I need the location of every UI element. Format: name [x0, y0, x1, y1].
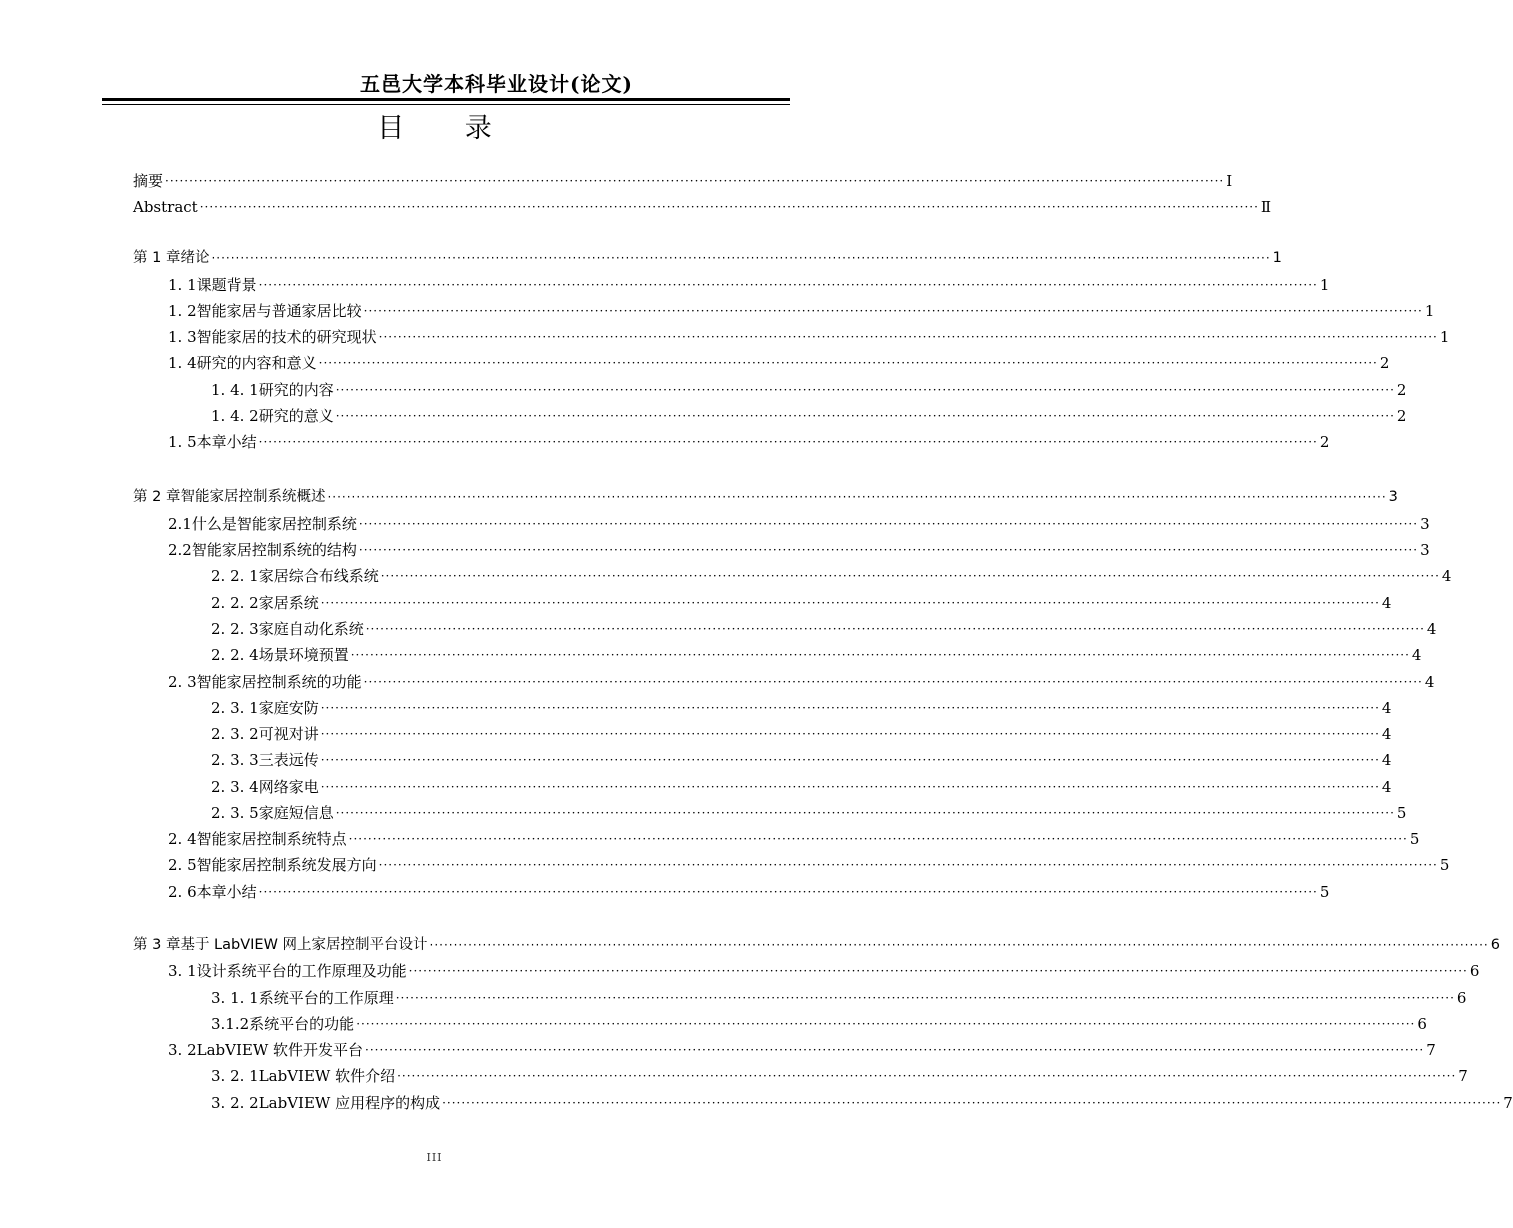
- toc-entry-title: 场景环境预置: [258, 646, 349, 664]
- toc-entry-page: 6: [1417, 1015, 1427, 1033]
- toc-dot-leader: ····························································································································································································································: [320, 780, 1380, 794]
- toc-entry-title: 智能家居控制系统特点: [196, 830, 347, 848]
- toc-entry[interactable]: [168, 429, 1330, 451]
- toc-entry-number: 3. 2. 2: [211, 1094, 259, 1112]
- toc-entry[interactable]: [168, 958, 1480, 980]
- toc-entry-number: 3.1.2: [211, 1015, 250, 1033]
- toc-entry[interactable]: [168, 879, 1330, 901]
- toc-entry[interactable]: [211, 403, 1407, 425]
- toc-entry-page: 5: [1396, 804, 1407, 822]
- toc-entry-title: 研究的意义: [258, 407, 334, 425]
- toc-dot-leader: ····························································································································································································································: [397, 1069, 1457, 1083]
- toc-dot-leader: ····························································································································································································································: [318, 356, 1378, 370]
- toc-dot-leader: ····························································································································································································································: [320, 701, 1380, 715]
- toc-entry[interactable]: [133, 484, 1398, 506]
- toc-entry[interactable]: [133, 168, 1233, 190]
- toc-entry-number: 1. 5: [168, 433, 197, 451]
- toc-dot-leader: ····························································································································································································································: [258, 885, 1318, 899]
- toc-entry[interactable]: [168, 669, 1435, 691]
- toc-entry-title: 本章小结: [196, 433, 257, 451]
- toc-dot-leader: ····························································································································································································································: [378, 858, 1438, 872]
- toc-dot-leader: ····························································································································································································································: [199, 200, 1259, 214]
- toc-dot-leader: ····························································································································································································································: [320, 727, 1380, 741]
- toc-dot-leader: ····························································································································································································································: [365, 622, 1425, 636]
- toc-dot-leader: ····························································································································································································································: [335, 383, 1395, 397]
- toc-entry[interactable]: [211, 377, 1407, 399]
- toc-dot-leader: ····························································································································································································································: [378, 330, 1438, 344]
- toc-entry-page: 1: [1439, 328, 1450, 346]
- toc-heading: 目 录: [377, 113, 518, 144]
- toc-dot-leader: ····························································································································································································································: [358, 543, 1419, 557]
- toc-entry-number: 3. 1. 1: [211, 989, 259, 1007]
- toc-entry-title: 网络家电: [258, 778, 319, 796]
- toc-entry[interactable]: [168, 350, 1390, 372]
- toc-entry-title: 智能家居控制系统发展方向: [196, 856, 377, 874]
- toc-dot-leader: ····························································································································································································································: [335, 409, 1395, 423]
- toc-entry-title: 绪论: [180, 250, 210, 266]
- toc-entry-page: 2: [1379, 354, 1390, 372]
- toc-entry[interactable]: [211, 985, 1467, 1007]
- toc-entry-page: 4: [1424, 673, 1435, 691]
- toc-entry[interactable]: [211, 1063, 1468, 1085]
- toc-entry-page: 5: [1409, 830, 1420, 848]
- toc-entry-number: 2. 3. 3: [211, 751, 259, 769]
- toc-entry[interactable]: [133, 245, 1282, 267]
- toc-dot-leader: ····························································································································································································································: [348, 832, 1408, 846]
- toc-entry-number: 1. 1: [168, 276, 197, 294]
- toc-entry[interactable]: [211, 721, 1392, 743]
- toc-entry[interactable]: [211, 616, 1437, 638]
- toc-entry-title: 家居系统: [258, 594, 319, 612]
- toc-entry-number: 2. 2. 4: [211, 646, 259, 664]
- toc-entry-page: 6: [1469, 962, 1480, 980]
- toc-entry-page: 2: [1396, 381, 1407, 399]
- toc-entry-title: LabVIEW 应用程序的构成: [258, 1094, 441, 1112]
- toc-entry-page: 4: [1381, 699, 1392, 717]
- toc-entry-number: 3. 2: [168, 1041, 197, 1059]
- toc-entry-page: Ⅰ: [1226, 172, 1233, 190]
- toc-entry-number: 2. 3. 2: [211, 725, 259, 743]
- toc-entry-page: 3: [1420, 515, 1430, 533]
- toc-entry-title: 研究的内容和意义: [196, 354, 317, 372]
- document-header-title: 五邑大学本科毕业设计(论文): [360, 72, 633, 96]
- toc-entry-page: 4: [1441, 567, 1452, 585]
- toc-entry-number: 3. 2. 1: [211, 1067, 259, 1085]
- toc-entry[interactable]: [168, 826, 1420, 848]
- toc-entry-number: 1. 4. 2: [211, 407, 259, 425]
- toc-entry-title: 家居综合布线系统: [258, 567, 379, 585]
- toc-entry-page: 7: [1458, 1067, 1468, 1085]
- toc-entry-title: 家庭安防: [258, 699, 319, 717]
- toc-entry[interactable]: [133, 194, 1272, 216]
- toc-dot-leader: ····························································································································································································································: [356, 1017, 1416, 1031]
- toc-entry-title: 基于 LabVIEW 网上家居控制平台设计: [180, 937, 428, 953]
- toc-entry-number: 2.1: [168, 515, 192, 533]
- toc-entry-title: 三表远传: [258, 751, 319, 769]
- toc-dot-leader: ····························································································································································································································: [320, 753, 1380, 767]
- toc-dot-leader: ····························································································································································································································: [363, 304, 1423, 318]
- toc-dot-leader: ····························································································································································································································: [408, 964, 1468, 978]
- toc-entry[interactable]: [168, 1037, 1436, 1059]
- toc-dot-leader: ····························································································································································································································: [358, 517, 1419, 531]
- toc-dot-leader: ····························································································································································································································: [258, 435, 1318, 449]
- toc-entry-number: 第 3 章: [133, 937, 181, 953]
- toc-entry-title: 智能家居控制系统的功能: [196, 673, 362, 691]
- toc-entry-page: 5: [1439, 856, 1450, 874]
- toc-dot-leader: ····························································································································································································································: [350, 648, 1410, 662]
- toc-entry-page: 4: [1426, 620, 1437, 638]
- toc-dot-leader: ····························································································································································································································: [380, 569, 1440, 583]
- toc-entry[interactable]: [211, 774, 1392, 796]
- toc-entry[interactable]: [211, 1090, 1513, 1112]
- toc-entry-page: 2: [1319, 433, 1330, 451]
- toc-entry-page: 4: [1381, 725, 1392, 743]
- toc-entry-page: 1: [1319, 276, 1330, 294]
- toc-entry[interactable]: [133, 932, 1500, 954]
- toc-entry-number: 1. 4: [168, 354, 197, 372]
- toc-entry-number: 2. 3. 5: [211, 804, 259, 822]
- toc-entry-number: 2. 4: [168, 830, 197, 848]
- toc-entry[interactable]: [168, 852, 1450, 874]
- toc-entry-title: 系统平台的功能: [249, 1015, 355, 1033]
- toc-entry[interactable]: [211, 695, 1392, 717]
- toc-dot-leader: ····························································································································································································································: [429, 938, 1489, 952]
- toc-entry-number: 3. 1: [168, 962, 197, 980]
- toc-dot-leader: ····························································································································································································································: [395, 991, 1455, 1005]
- toc-entry-page: 5: [1319, 883, 1330, 901]
- toc-entry-number: 2. 2. 1: [211, 567, 259, 585]
- toc-entry[interactable]: [168, 324, 1450, 346]
- toc-entry-title: 摘要: [133, 172, 164, 190]
- toc-entry-page: 4: [1411, 646, 1422, 664]
- toc-entry[interactable]: [211, 747, 1392, 769]
- toc-entry-title: 智能家居与普通家居比较: [196, 302, 362, 320]
- toc-entry-number: 2. 3: [168, 673, 197, 691]
- toc-dot-leader: ····························································································································································································································: [165, 174, 1225, 188]
- toc-dot-leader: ····························································································································································································································: [211, 251, 1271, 265]
- toc-entry-page: 4: [1381, 778, 1392, 796]
- toc-entry-page: 1: [1424, 302, 1435, 320]
- toc-entry-number: 1. 4. 1: [211, 381, 259, 399]
- toc-entry-title: 智能家居控制系统概述: [180, 489, 326, 505]
- toc-entry-number: 2. 3. 4: [211, 778, 259, 796]
- toc-dot-leader: ····························································································································································································································: [335, 806, 1395, 820]
- toc-entry-page: 1: [1272, 250, 1282, 266]
- toc-entry-number: 1. 3: [168, 328, 197, 346]
- toc-dot-leader: ····························································································································································································································: [442, 1096, 1502, 1110]
- toc-entry-title: Abstract: [133, 198, 198, 216]
- page-number: III: [426, 1151, 443, 1164]
- toc-entry[interactable]: [211, 800, 1407, 822]
- toc-entry-title: 课题背景: [196, 276, 257, 294]
- toc-dot-leader: ····························································································································································································································: [320, 596, 1380, 610]
- toc-entry-number: 2. 5: [168, 856, 197, 874]
- toc-entry-page: 7: [1426, 1041, 1436, 1059]
- toc-entry-title: LabVIEW 软件开发平台: [196, 1041, 364, 1059]
- toc-entry-page: 6: [1456, 989, 1467, 1007]
- toc-entry-title: 家庭短信息: [258, 804, 334, 822]
- toc-entry-number: 2. 2. 2: [211, 594, 259, 612]
- toc-dot-leader: ····························································································································································································································: [363, 675, 1423, 689]
- toc-entry-page: 6: [1490, 937, 1500, 953]
- toc-dot-leader: ····························································································································································································································: [327, 490, 1387, 504]
- toc-entry-title: LabVIEW 软件介绍: [258, 1067, 396, 1085]
- toc-entry-page: 3: [1420, 541, 1430, 559]
- toc-entry-number: 2. 6: [168, 883, 197, 901]
- toc-entry[interactable]: [211, 642, 1422, 664]
- toc-entry-title: 设计系统平台的工作原理及功能: [196, 962, 407, 980]
- toc-entry-number: 第 2 章: [133, 489, 181, 505]
- toc-entry[interactable]: [211, 1011, 1427, 1033]
- toc-entry-number: 2. 3. 1: [211, 699, 259, 717]
- toc-entry-title: 研究的内容: [258, 381, 334, 399]
- toc-entry-page: 2: [1396, 407, 1407, 425]
- toc-entry[interactable]: [168, 537, 1430, 559]
- toc-entry-page: Ⅱ: [1260, 198, 1272, 216]
- toc-entry[interactable]: [168, 298, 1435, 320]
- toc-dot-leader: ····························································································································································································································: [365, 1043, 1425, 1057]
- toc-entry-title: 智能家居控制系统的结构: [191, 541, 357, 559]
- toc-entry-page: 7: [1503, 1094, 1513, 1112]
- toc-entry-title: 家庭自动化系统: [258, 620, 364, 638]
- toc-entry-number: 1. 2: [168, 302, 197, 320]
- toc-entry[interactable]: [168, 511, 1430, 533]
- toc-entry-title: 本章小结: [196, 883, 257, 901]
- toc-entry-page: 3: [1388, 489, 1398, 505]
- toc-entry-title: 系统平台的工作原理: [258, 989, 394, 1007]
- toc-entry-title: 智能家居的技术的研究现状: [196, 328, 377, 346]
- toc-entry-number: 第 1 章: [133, 250, 181, 266]
- toc-entry-title: 什么是智能家居控制系统: [191, 515, 357, 533]
- toc-entry[interactable]: [211, 590, 1392, 612]
- toc-entry-page: 4: [1381, 594, 1392, 612]
- toc-entry[interactable]: [168, 272, 1330, 294]
- toc-entry[interactable]: [211, 563, 1452, 585]
- toc-entry-page: 4: [1381, 751, 1392, 769]
- toc-entry-title: 可视对讲: [258, 725, 319, 743]
- toc-entry-number: 2.2: [168, 541, 192, 559]
- toc-entry-number: 2. 2. 3: [211, 620, 259, 638]
- toc-dot-leader: ····························································································································································································································: [258, 278, 1318, 292]
